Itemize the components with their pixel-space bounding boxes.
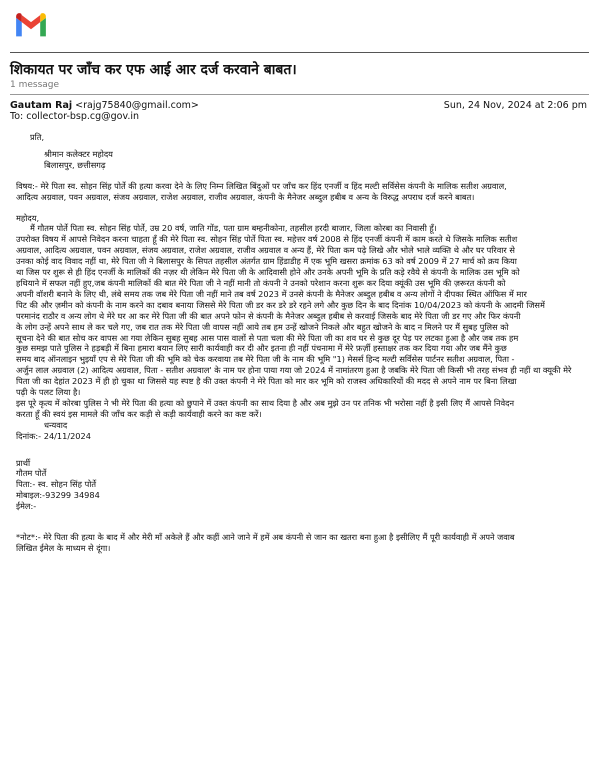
date-line: दिनांक:- 24/11/2024 [16,430,91,441]
thanks-line: धन्यवाद [44,419,68,430]
body-paragraph [16,223,583,419]
recipient-line: To: collector-bsp.cg@gov.in [10,111,140,122]
signoff-line: पिता:- स्व. सोहन सिंह पोर्ते [16,479,97,490]
sender-line [10,100,199,111]
body-line: इस पूरे कृत्य में कोरबा पुलिस ने भी मेरे पिता की हत्या को छुपाने में उक्त कंपनी का साथ दिया है और अब मुझे उन पर तनिक भी भरोसा नहीं है इसी लिए मैं आपसे निवेदन [16,397,515,408]
body-line: उनका कोई वाद विवाद नहीं था, मेरे पिता जी ने बिलासपुर के सिपत तहसील अंतर्गत ग्राम हिंडाडीह में एक भूमि खसरा क्रमांक 63 को वर्ष 2009 में 27 मार्च को क्रय किया [16,256,517,267]
gmail-logo-icon [14,12,48,38]
message-count: 1 message [10,80,60,90]
subject-paragraph [16,181,583,203]
signoff-line: ईमेल:- [16,501,37,512]
subject-line: आदित्य अग्रवाल, पवन अग्रवाल, संजय अग्रवाल, राजेश अग्रवाल, राजीव अग्रवाल, कंपनी के मैनेजर अब्दुल हबीब व अन्य के विरुद्ध अपराध दर्ज करने बाबत। [16,191,475,202]
email-date: Sun, 24 Nov, 2024 at 2:06 pm [443,100,587,111]
body-line: उपरोक्त विषय में आपसे निवेदन करना चाहता हूँ की मेरे पिता स्व. सोहन सिंह पोर्ते पिता स्व. महेत्तर वर्ष 2008 से हिंद एनर्जी कंपनी में काम करते थे जिसके मालिक सतीश [16,234,518,245]
subject-line: विषय:- मेरे पिता स्व. सोहन सिंह पोर्ते की हत्या करवा देने के लिए निम्न लिखित बिंदुओं पर जाँच कर हिंद एनर्जी व हिंद मल्टी सर्विसेस कंपनी के मालिक सतीश अग्रवाल, [16,180,507,191]
signoff-line: मोबाइल:-93299 34984 [16,490,100,501]
body-line: था जिस पर शुरू से ही हिंद एनर्जी के मालिकों की नज़र थी लेकिन मेरे पिता जी के आदिवासी होने और उनके अपनी भूमि के प्रति कड़े रवैये से कंपनी के मालिक उस भूमि को [16,267,520,278]
signoff-line: प्रार्थी [16,457,31,468]
body-line: कुछ समझ पाते पुलिस ने हड़बड़ी में बिना हमारा बयान लिए सारी कार्यवाही कर दी और इतना ही नहीं पंचनामा में मेरे फ़र्ज़ी हस्ताक्षर तक कर दिया गया और जब मैंने कुछ [16,343,507,354]
body-line: पढ़ी के पलट लिया है। [16,387,81,398]
body-line: अपनी वॉशरी बनाने के लिए थी, लंबे समय तक जब मेरे पिता जी नहीं माने तब वर्ष 2023 में उनसे कंपनी के मैनेजर अब्दुल हबीब व अन्य लोगों ने दीपका स्थित ऑफिस में मार [16,288,527,299]
note-line: *नोट*:- मेरे पिता की हत्या के बाद में और मेरी माँ अकेले हैं और कहीं आने जाने में हमें अब कंपनी से जान का खतरा बना हुआ है इसीलिए मैं पूरी कार्यवाही में अपने जवाब [16,532,515,543]
prati-line: प्रति, [30,132,45,142]
addressee-line: बिलासपुर, छत्तीसगढ़ [44,159,106,170]
subject-divider [10,94,589,95]
body-line: हथियाने में सफल नहीं हुए,जब कंपनी मालिकों की बात मेरे पिता जी ने नहीं मानी तो कंपनी ने उनको परेशान करना शुरू कर दिया क्यूंकी उस भूमि की ज़रूरत कंपनी को [16,277,506,288]
note-line: लिखित ईमेल के माध्यम से दूंगा। [16,543,111,553]
addressee-line: श्रीमान कलेक्टर महोदय [44,148,113,159]
signoff-line: गौतम पोर्ते [16,468,47,479]
body-line: परमानंद राठौर व अन्य लोग थे मेरे घर आ कर मेरे पिता जी की बात अपने फोन से कंपनी के मैनेजर अब्दुल हबीब से करवाई जिसके बाद मेरे पिता जी डर गए और फिर कंपनी [16,310,521,321]
email-body [16,132,583,554]
body-line: अग्रवाल, आदित्य अग्रवाल, पवन अग्रवाल, संजय अग्रवाल, राजेश अग्रवाल, राजीव अग्रवाल व अन्य हैं, मेरे पिता कम पढ़े लिखे और भोले भाले व्यक्ति थे और घर परिवार से [16,245,515,256]
sender-name: Gautam Raj [10,100,73,111]
header-divider [10,52,589,53]
body-line: सूचना देने की बात सोच कर वापस आ गया लेकिन सुबह सुबह आस पास वालों से पता चला की मेरे पिता जी का शव घर से कुछ दूर पेड़ पर लटका हुआ है और जब तक हम [16,332,519,343]
note-paragraph [16,532,583,554]
sender-email[interactable]: <rajg75840@gmail.com> [75,100,199,111]
body-line: के लोग उन्हें अपने साथ ले कर चले गए, जब रात तक मेरे पिता जी वापस नहीं आये तब हम उन्हें खोजने निकले और बहुत खोजने के बाद न मिलने पर मैं सुबह पुलिस को [16,321,509,332]
body-line: अर्जुन लाल अग्रवाल (2) आदित्य अग्रवाल, पिता - सतीश अग्रवाल' के नाम पर होना पाया गया जो 2024 में नामांतरण हुआ है जबकि मेरे पिता जी किसी भी तरह संभव ही नहीं था क्यूकी मेरे [16,365,572,376]
body-line: समय बाद ऑनलाइन भुइयाँ एप से मेरे पिता जी की भूमि को चेक करवाया तब मेरे पिता जी के नाम की भूमि "1) मेसर्स हिन्द मल्टी सर्विसेस पार्टनर सतीश अग्रवाल, पिता - [16,354,515,365]
body-line: करता हूँ की स्वयं इस मामले की जाँच कर कड़ी से कड़ी कार्यवाही करने का कष्ट करें। [16,408,262,419]
signature-block [16,458,583,513]
body-line: पिता जी का देहांत 2023 में ही हो चुका था जिससे यह स्पष्ट है की उक्त कंपनी ने मेरे पिता को मार कर भूमि को राजस्व अधिकारियों की मदद से अपने नाम पर बिना लिखा [16,376,517,387]
body-line: मैं गौतम पोर्ते पिता स्व. सोहन सिंह पोर्ते, उम्र 20 वर्ष, जाति गोंड, पता ग्राम बम्हनीकोना, तहसील हरदी बाजार, जिला कोरबा का निवासी हूँ। [30,223,437,234]
salutation: महोदय, [16,212,40,223]
email-subject: शिकायत पर जाँच कर एफ आई आर दर्ज करवाने बाबत। [10,62,297,78]
body-line: पिट की और ज़मीन को कंपनी के नाम करने का दबाव बनाया जिससे मेरे पिता जी डर कर डरे डरे रहने लगे और कुछ दिन के बाद दिनांक 10/04/2023 को कंपनी के आदमी जिसमें [16,299,545,310]
